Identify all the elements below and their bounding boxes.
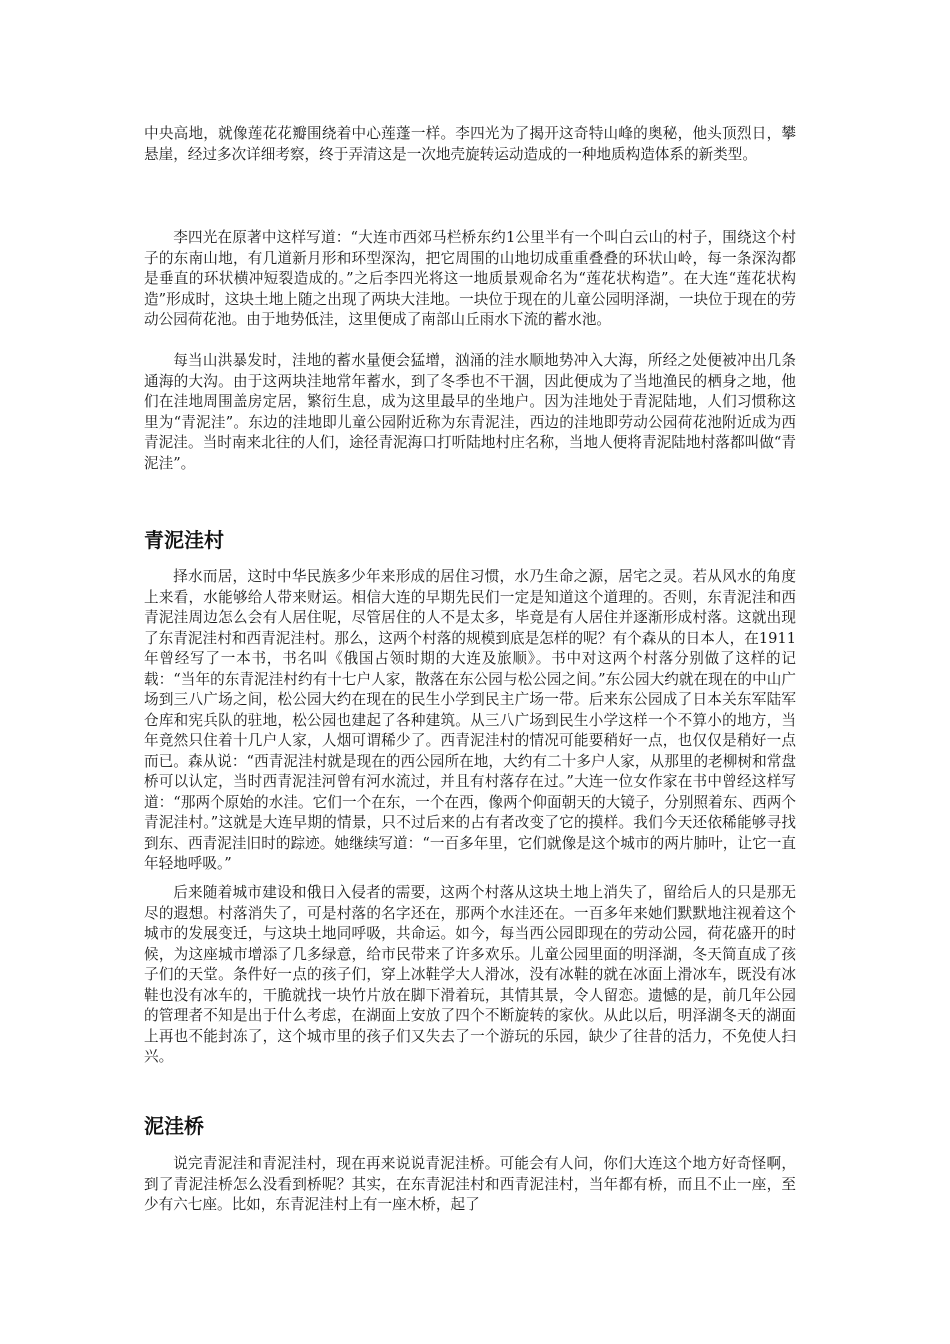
paragraph-intro-tail: 中央高地，就像莲花花瓣围绕着中心莲蓬一样。李四光为了揭开这奇特山峰的奥秘，他头顶烈日，攀悬崖，经过多次详细考察，终于弄清这是一次地壳旋转运动造成的一种地质构造体系的新类型。	[144, 125, 796, 163]
paragraph-flood-origin: 每当山洪暴发时，洼地的蓄水量便会猛增，汹涌的洼水顺地势冲入大海，所经之处便被冲出几条通海的大沟。由于这两块洼地常年蓄水，到了冬季也不干涸，因此便成为了当地渔民的栖身之地，他们在洼地周围盖房定居，繁衍生息，成为这里最早的坐地户。因为洼地处于青泥陆地，人们习惯称这里为“青泥洼”。东边的洼地即儿童公园附近称为东青泥洼，西边的洼地即劳动公园荷花池附近成为西青泥洼。当时南来北往的人们，途径青泥海口打听陆地村庄名称，当地人便将青泥陆地村落都叫做“青泥洼”。	[144, 352, 796, 472]
paragraph-village-disappearance: 后来随着城市建设和俄日入侵者的需要，这两个村落从这块土地上消失了，留给后人的只是那无尽的遐想。村落消失了，可是村落的名字还在，那两个水洼还在。一百多年来她们默默地注视着这个城市的发展变迁，与这块土地同呼吸，共命运。如今，每当西公园即现在的劳动公园，荷花盛开的时候，为这座城市增添了几多绿意，给市民带来了许多欢乐。儿童公园里面的明泽湖，冬天简直成了孩子们的天堂。条件好一点的孩子们，穿上冰鞋学大人滑冰，没有冰鞋的就在冰面上滑冰车，既没有冰鞋也没有冰车的，干脆就找一块竹片放在脚下滑着玩，其情其景，令人留恋。遗憾的是，前几年公园的管理者不知是出于什么考虑，在湖面上安放了四个不断旋转的家伙。从此以后，明泽湖冬天的湖面上再也不能封冻了，这个城市里的孩子们又失去了一个游玩的乐园，缺少了往昔的活力，不免使人扫兴。	[144, 884, 796, 1065]
paragraph-bridge-intro: 说完青泥洼和青泥洼村，现在再来说说青泥洼桥。可能会有人问，你们大连这个地方好奇怪啊，到了青泥洼桥怎么没看到桥呢？其实，在东青泥洼村和西青泥洼村，当年都有桥，而且不止一座，至少有六七座。比如，东青泥洼村上有一座木桥，起了	[144, 1155, 796, 1213]
paragraph-lisiguang-quote: 李四光在原著中这样写道：“大连市西郊马栏桥东约1公里半有一个叫白云山的村子，围绕这个村子的东南山地，有几道新月形和环型深沟，把它周围的山地切成重重叠叠的环状山岭，每一条深沟都是垂直的环状横冲短裂造成的。”之后李四光将这一地质景观命名为“莲花状构造”。在大连“莲花状构造”形成时，这块土地上随之出现了两块大洼地。一块位于现在的儿童公园明泽湖，一块位于现在的劳动公园荷花池。由于地势低洼，这里便成了南部山丘雨水下流的蓄水池。	[144, 229, 796, 328]
paragraph-village-history: 择水而居，这时中华民族多少年来形成的居住习惯，水乃生命之源，居宅之灵。若从风水的角度上来看，水能够给人带来财运。相信大连的早期先民们一定是知道这个道理的。否则，东青泥洼和西青泥洼周边怎么会有人居住呢，尽管居住的人不是太多，毕竟是有人居住并逐渐形成村落。这就出现了东青泥洼村和西青泥洼村。那么，这两个村落的规模到底是怎样的呢？有个森从的日本人，在1911年曾经写了一本书，书名叫《俄国占领时期的大连及旅顺》。书中对这两个村落分别做了这样的记载：“当年的东青泥洼村约有十七户人家，散落在东公园与松公园之间。”东公园大约就在现在的中山广场到三八广场之间，松公园大约在现在的民生小学到民主广场一带。后来东公园成了日本关东军陆军仓库和宪兵队的驻地，松公园也建起了各种建筑。从三八广场到民生小学这样一个不算小的地方，当年竟然只住着十几户人家，人烟可谓稀少了。西青泥洼村的情况可能要稍好一点，也仅仅是稍好一点而已。森从说：“西青泥洼村就是现在的西公园所在地，大约有二十多户人家，从那里的老柳树和常盘桥可以认定，当时西青泥洼河曾有河水流过，并且有村落存在过。”大连一位女作家在书中曾经这样写道：“那两个原始的水洼。它们一个在东，一个在西，像两个仰面朝天的大镜子，分别照着东、西两个青泥洼村。”这就是大连早期的情景，只不过后来的占有者改变了它的摸样。我们今天还依稀能够寻找到东、西青泥洼旧时的踪迹。她继续写道：“一百多年里，它们就像是这个城市的两片肺叶，让它一直年轻地呼吸。”	[144, 568, 796, 872]
section-heading-qingniwa-village: 青泥洼村	[144, 528, 224, 552]
section-heading-niwa-bridge: 泥洼桥	[144, 1114, 204, 1138]
